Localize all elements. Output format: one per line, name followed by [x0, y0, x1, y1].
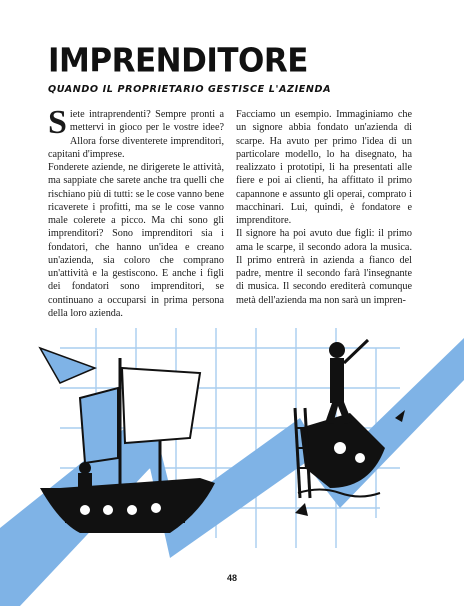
- text-column-right: [236, 108, 412, 307]
- page-number: 48: [226, 573, 237, 583]
- paragraph: Il signore ha poi avuto due figli: il primo ama le scarpe, il secondo adora la musica. Il primo entrerà in azienda a fianco del padre, mentre il secondo farà l'insegnante di musica. Il secondo erediterà comunque metà dell'azienda ma non sarà un impren-: [236, 228, 412, 306]
- page-title: IMPRENDITORE: [48, 42, 308, 80]
- paragraph: [48, 104, 224, 161]
- drop-cap: S: [48, 104, 67, 141]
- text-column-left: [48, 104, 224, 320]
- paragraph: Fonderete aziende, ne dirigerete le attività, ma sappiate che sarete anche tra quelli che rischiano più di tutti: se le cose vanno bene ricaverete i profitti, ma se le cose vanno male colerete a picco. Ma chi sono gli imprenditori? Sono imprenditori sia i fondatori, che hanno un'idea e creano un'azienda, sia coloro che comprano un'attività e la gestiscono. E anche i figli dei fondatori sono imprenditori, se continuano a occuparsi in prima persona della loro azienda.: [48, 162, 224, 319]
- pirate-ship-icon: [40, 348, 215, 533]
- page-subtitle: QUANDO IL PROPRIETARIO GESTISCE L'AZIENDA: [48, 84, 332, 95]
- illustration-ships-chart: [0, 318, 464, 606]
- paragraph-text: iete intraprendenti? Sempre pronti a mettervi in gioco per le vostre idee? Allora forse diventerete imprenditori, capitani d'imprese.: [48, 109, 224, 160]
- paragraph: Facciamo un esempio. Immaginiamo che un signore abbia fondato un'azienda di scarpe. Ha avuto per primo l'idea di un particolare modello, lo ha disegnato, ha realizzato i prototipi, li ha presentati alle fiere e poi ai clienti, ha affittato il primo capannone e assunto gli operai, comprato i macchinari. Lui, quindi, è fondatore e imprenditore.: [236, 109, 412, 226]
